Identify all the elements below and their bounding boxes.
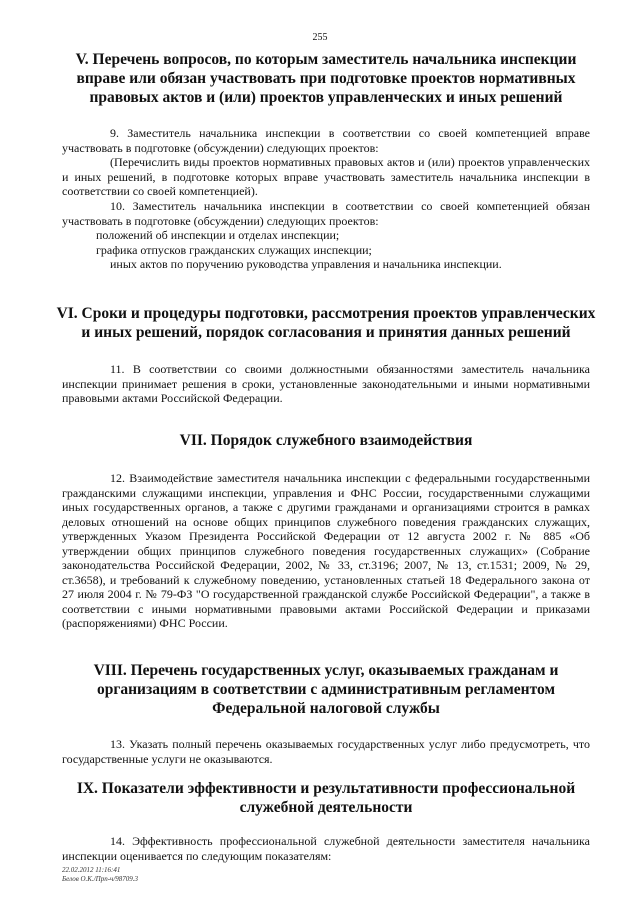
footer-timestamp: 22.02.2012 11:16:41 — [62, 866, 121, 874]
section-5-heading: V. Перечень вопросов, по которым заместитель начальника инспекции вправе или обязан участвовать при подготовке проектов нормативных правовых актов и (или) проектов управленческих и иных решений — [75, 51, 577, 106]
section-9-heading: IX. Показатели эффективности и результативности профессиональной служебной деятельности — [76, 780, 576, 816]
section-6-heading: VI. Сроки и процедуры подготовки, рассмотрения проектов управленческих и иных решений, порядок согласования и принятия данных решений — [56, 305, 596, 341]
footer-stamp — [62, 866, 138, 883]
paragraph-10: 10. Заместитель начальника инспекции в соответствии со своей компетенцией обязан участвовать в подготовке (обсуждении) следующих проектов: — [62, 199, 590, 228]
footer-file-ref: Белов О.К./Прп-ч/98709.3 — [62, 874, 139, 883]
section-7-heading: VII. Порядок служебного взаимодействия — [179, 432, 473, 449]
list-item: графика отпусков гражданских служащих инспекции; — [96, 242, 372, 257]
list-item: положений об инспекции и отделах инспекции; — [96, 228, 340, 242]
page-number: 255 — [312, 32, 328, 43]
paragraph-9: 9. Заместитель начальника инспекции в соответствии со своей компетенцией вправе участвовать в подготовке (обсуждении) следующих проектов: — [62, 126, 590, 155]
paragraph-11: 11. В соответствии со своими должностными обязанностями заместитель начальника инспекции принимает решения в сроки, установленные законодательными и иными нормативными правовыми актами Российской Федерации. — [62, 362, 590, 405]
paragraph-13: 13. Указать полный перечень оказываемых государственных услуг либо предусмотреть, что государственные услуги не оказываются. — [62, 737, 590, 766]
paragraph-14: 14. Эффективность профессиональной служебной деятельности заместителя начальника инспекции оценивается по следующим показателям: — [62, 834, 590, 863]
section-8-heading: VIII. Перечень государственных услуг, оказываемых гражданам и организациям в соответствии с административным регламентом Федеральной налоговой службы — [93, 662, 559, 717]
paragraph-9-note: (Перечислить виды проектов нормативных правовых актов и (или) проектов управленческих и иных решений, в подготовке которых вправе участвовать заместитель начальника инспекции в соответствии со своей компетенцией). — [62, 155, 590, 198]
paragraph-10-list — [62, 228, 590, 272]
list-item: иных актов по поручению руководства управления и начальника инспекции. — [110, 257, 502, 271]
paragraph-12: 12. Взаимодействие заместителя начальника инспекции с федеральными государственными гражданскими служащими инспекции, управления и ФНС России, государственными служащими иных государственных органов, а также с другими гражданами и организациями строится в рамках деловых отношений на основе общих принципов служебного поведения гражданских служащих, утвержденных Указом Президента Российской Федерации от 12 августа 2002 г. № 885 «Об утверждении общих принципов служебного поведения государственных служащих» (Собрание законодательства Российской Федерации, 2002, № 33, ст.3196; 2007, № 13, ст.1531; 2009, № 29, ст.3658), и требований к служебному поведению, установленных статьей 18 Федерального закона от 27 июля 2004 г. № 79-ФЗ "О государственной гражданской службе Российской Федерации", а также в соответствии с иными нормативными правовыми актами Российской Федерации и приказами (распоряжениями) ФНС России. — [62, 471, 590, 630]
